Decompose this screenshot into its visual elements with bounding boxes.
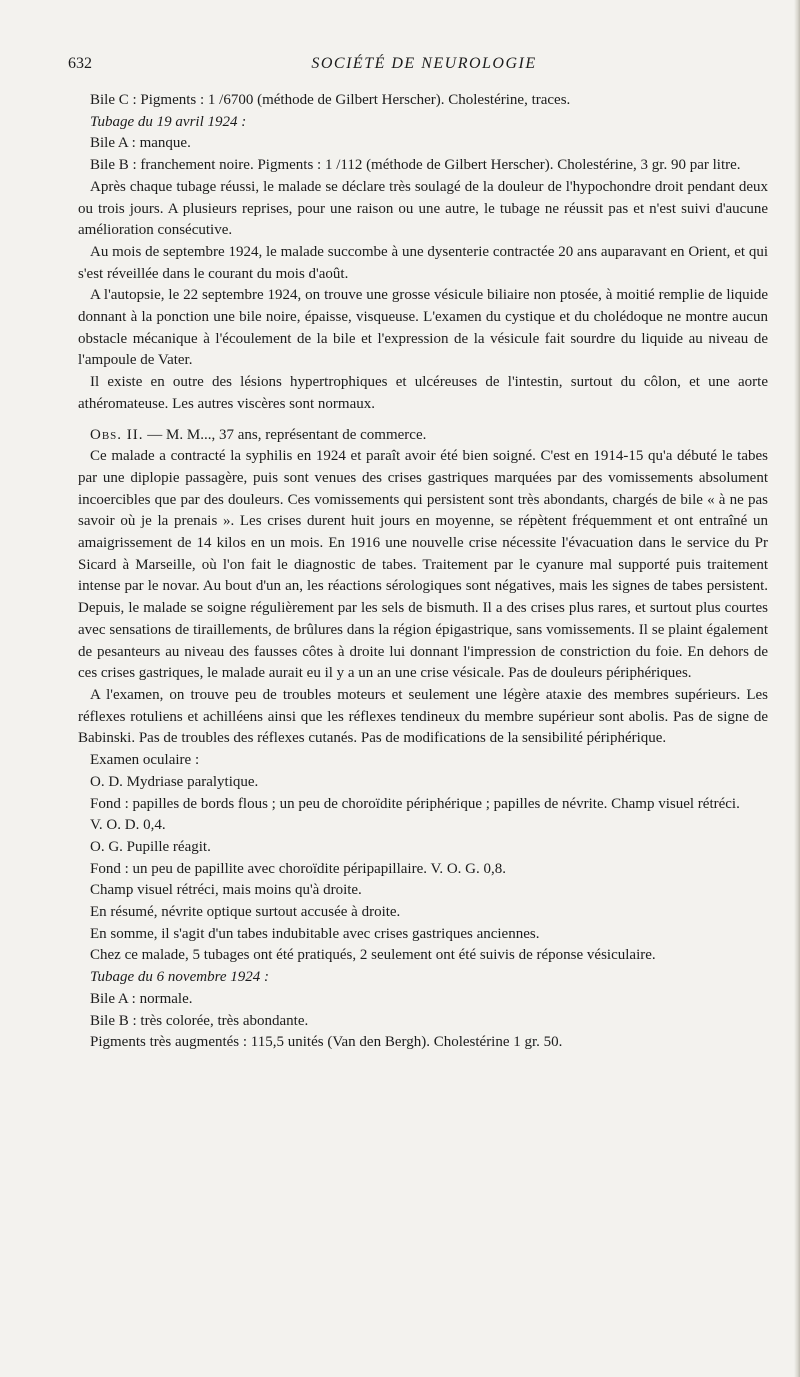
paragraph: O. D. Mydriase paralytique. (90, 773, 259, 790)
paragraph: Il existe en outre des lésions hypertrophiques et ulcéreuses de l'intestin, surtout du côlon, et une aorte athéromateuse. Les autres viscères sont normaux. (78, 374, 768, 412)
paragraph: Champ visuel rétréci, mais moins qu'à droite. (90, 882, 362, 899)
paragraph: En somme, il s'agit d'un tabes indubitable avec crises gastriques anciennes. (90, 925, 540, 942)
paragraph: Bile A : normale. (90, 990, 193, 1007)
paragraph: Fond : papilles de bords flous ; un peu de choroïdite périphérique ; papilles de névrite. Champ visuel rétréci. (90, 795, 740, 812)
paragraph: Ce malade a contracté la syphilis en 1924 et paraît avoir été bien soigné. C'est en 1914-15 qu'a débuté le tabes par une diplopie passagère, puis sont venues des crises gastriques marquées par des vomissements absolument incoercibles que par des douleurs. Ces vomissements qui persistent sont très abondants, chargés de bile « à ne pas savoir où je la prenais ». Les crises durent huit jours en moyenne, se répètent fréquemment et ont entraîné un amaigrissement de 14 kilos en un mois. En 1916 une nouvelle crise nécessite l'évacuation dans le service du Pr Sicard à Marseille, où l'on fait le diagnostic de tabes. Traitement par le cyanure mal supporté puis traitement intense par le novar. Au bout d'un an, les réactions sérologiques sont négatives, mais les signes de tabes persistent. Depuis, le malade se soigne régulièrement par les sels de bismuth. Il a des crises plus rares, et surtout plus courtes avec sensations de tiraillements, de brûlures dans la région épigastrique, sans vomissements. Il se plaint également de pesanteurs au niveau des fausses côtes à droite lui donnant l'impression de constriction du foie. En dehors de ces crises gastriques, le malade aurait eu il y a un an une crise vésicale. Pas de douleurs périphériques. (78, 448, 768, 682)
page-number: 632 (68, 55, 92, 72)
observation-label: Obs. II. (90, 426, 144, 443)
running-title: SOCIÉTÉ DE NEUROLOGIE (311, 55, 537, 72)
scan-edge-shadow (794, 0, 800, 1377)
article-body (78, 90, 768, 1054)
paragraph: Bile B : franchement noire. Pigments : 1 /112 (méthode de Gilbert Herscher). Cholestérine, 3 gr. 90 par litre. (90, 157, 741, 174)
paragraph: A l'examen, on trouve peu de troubles moteurs et seulement une légère ataxie des membres supérieurs. Les réflexes rotuliens et achilléens ainsi que les réflexes tendineux du membre supérieur sont abolis. Pas de signe de Babinski. Pas de troubles des réflexes cutanés. Pas de modifications de la sensibilité périphérique. (78, 686, 768, 747)
paragraph: Fond : un peu de papillite avec choroïdite péripapillaire. V. O. G. 0,8. (90, 860, 507, 877)
page-header (68, 55, 780, 79)
paragraph: Pigments très augmentés : 115,5 unités (Van den Bergh). Cholestérine 1 gr. 50. (90, 1034, 563, 1051)
paragraph: V. O. D. 0,4. (90, 817, 166, 834)
paragraph: Examen oculaire : (90, 752, 200, 769)
paragraph: En résumé, névrite optique surtout accusée à droite. (90, 904, 401, 921)
paragraph: Après chaque tubage réussi, le malade se déclare très soulagé de la douleur de l'hypochondre droit pendant deux ou trois jours. A plusieurs reprises, pour une raison ou une autre, le tubage ne réussit pas et n'est suivi d'aucune amélioration consécutive. (78, 178, 768, 239)
paragraph: Bile A : manque. (90, 135, 191, 152)
paragraph: Bile B : très colorée, très abondante. (90, 1012, 309, 1029)
section-label-tubage: Tubage du 6 novembre 1924 : (90, 969, 270, 986)
paragraph: Au mois de septembre 1924, le malade succombe à une dysenterie contractée 20 ans auparavant en Orient, et qui s'est réveillée dans le courant du mois d'août. (78, 243, 768, 282)
paragraph: O. G. Pupille réagit. (90, 838, 211, 855)
observation-text: — M. M..., 37 ans, représentant de commerce. (143, 426, 427, 443)
section-label-tubage: Tubage du 19 avril 1924 : (90, 113, 247, 130)
paragraph: Bile C : Pigments : 1 /6700 (méthode de Gilbert Herscher). Cholestérine, traces. (90, 92, 571, 108)
paragraph: Chez ce malade, 5 tubages ont été pratiqués, 2 seulement ont été suivis de réponse vésiculaire. (90, 947, 656, 964)
paragraph: A l'autopsie, le 22 septembre 1924, on trouve une grosse vésicule biliaire non ptosée, à moitié remplie de liquide donnant à la ponction une bile noire, épaisse, visqueuse. L'examen du cystique et du cholédoque ne montre aucun obstacle mécanique à l'écoulement de la bile et l'expression de la vésicule fait sourdre du liquide au niveau de l'ampoule de Vater. (78, 287, 768, 369)
observation-heading (78, 425, 768, 447)
